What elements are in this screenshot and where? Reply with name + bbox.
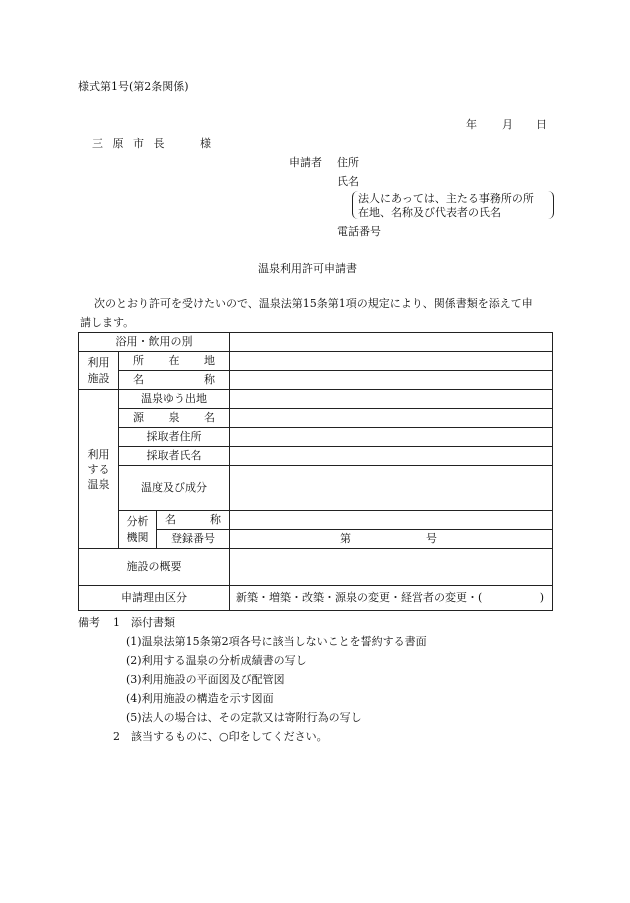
facility-name-label: 名称	[119, 371, 230, 390]
facility-overview-value[interactable]	[230, 549, 553, 586]
addressee-honorific: 様	[200, 137, 211, 150]
notes-item2-number: 2	[113, 730, 120, 743]
corporate-note-line2: 在地、名称及び代表者の氏名	[358, 206, 501, 219]
spring-outlet-value[interactable]	[230, 390, 553, 409]
applicant-address-label: 住所	[337, 156, 359, 169]
collector-address-value[interactable]	[230, 428, 553, 447]
registration-number-label: 登録番号	[157, 530, 230, 549]
form-number: 様式第1号(第2条関係)	[78, 80, 189, 93]
applicant-name-label: 氏名	[337, 175, 359, 188]
document-title: 温泉利用許可申請書	[258, 262, 357, 275]
notes-item1-number: 1	[113, 616, 120, 629]
date-day: 日	[536, 118, 547, 131]
notes-item2-text: 該当するものに、○印をしてください。	[131, 730, 328, 743]
use-type-label: 浴用・飲用の別	[79, 333, 230, 352]
registration-number-value[interactable]	[230, 530, 553, 549]
collector-address-label: 採取者住所	[119, 428, 230, 447]
attachment-1: (1)温泉法第15条第2項各号に該当しないことを誓約する書面	[126, 635, 427, 648]
attachment-2: (2)利用する温泉の分析成績書の写し	[126, 654, 307, 667]
spring-group-label: 利用する温泉	[79, 390, 119, 549]
collector-name-value[interactable]	[230, 447, 553, 466]
spring-outlet-label: 温泉ゆう出地	[119, 390, 230, 409]
temperature-label: 温度及び成分	[119, 466, 230, 511]
reason-label: 申請理由区分	[79, 586, 230, 611]
intro-line1: 次のとおり許可を受けたいので、温泉法第15条第1項の規定により、関係書類を添えて申	[94, 297, 533, 310]
attachment-5: (5)法人の場合は、その定款又は寄附行為の写し	[126, 711, 362, 724]
collector-name-label: 採取者氏名	[119, 447, 230, 466]
addressee-name: 三 原 市 長	[92, 137, 168, 150]
spring-source-name-value[interactable]	[230, 409, 553, 428]
use-type-value[interactable]	[230, 333, 553, 352]
intro-line2: 請します。	[80, 316, 135, 329]
date-month: 月	[502, 118, 513, 131]
spring-source-name-label: 源泉名	[119, 409, 230, 428]
applicant-phone-label: 電話番号	[337, 225, 381, 238]
reason-options-text: 新築・増築・改築・源泉の変更・経営者の変更・(	[236, 591, 483, 604]
registration-prefix: 第	[340, 532, 352, 545]
analysis-group-label: 分析機関	[119, 511, 157, 549]
notes-item1-title: 添付書類	[131, 616, 175, 629]
notes-label: 備考	[78, 616, 100, 629]
corporate-note-line1: 法人にあっては、主たる事務所の所	[358, 192, 534, 205]
facility-location-label: 所在地	[119, 352, 230, 371]
facility-group-label: 利用施設	[79, 352, 119, 390]
facility-location-value[interactable]	[230, 352, 553, 371]
analysis-name-value[interactable]	[230, 511, 553, 530]
registration-suffix: 号	[426, 532, 438, 545]
applicant-label: 申請者	[289, 156, 322, 169]
facility-overview-label: 施設の概要	[79, 549, 230, 586]
attachment-4: (4)利用施設の構造を示す図面	[126, 692, 274, 705]
date-year: 年	[466, 118, 477, 131]
reason-close-paren: )	[539, 591, 545, 604]
attachment-3: (3)利用施設の平面図及び配管図	[126, 673, 285, 686]
reason-options[interactable]	[230, 586, 553, 611]
analysis-name-label: 名称	[157, 511, 230, 530]
application-table	[78, 332, 553, 611]
temperature-value[interactable]	[230, 466, 553, 511]
facility-name-value[interactable]	[230, 371, 553, 390]
